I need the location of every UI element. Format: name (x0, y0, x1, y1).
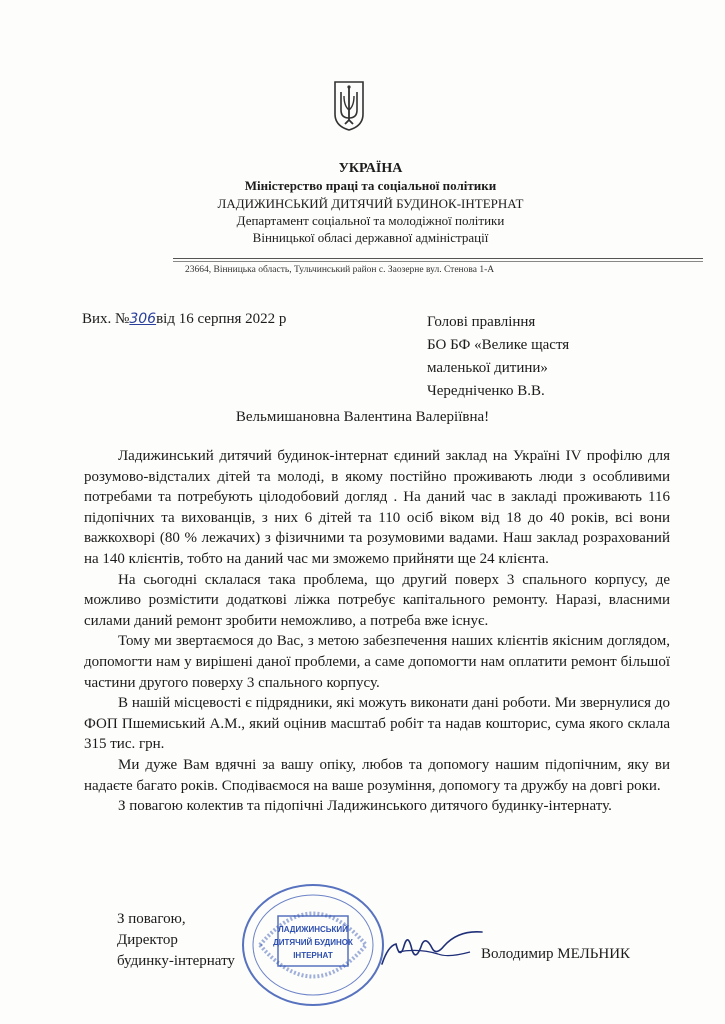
salutation: Вельмишановна Валентина Валеріївна! (235, 409, 490, 425)
recipient-line: БО БФ «Велике щастя (427, 337, 570, 353)
recipient-line: Чередніченко В.В. (427, 383, 545, 399)
official-stamp (238, 880, 388, 1010)
outgoing-prefix: Вих. № (82, 311, 130, 327)
header-department-line2: Вінницької обласі державної адміністрації (252, 230, 489, 245)
recipient-line: маленької дитини» (427, 360, 548, 376)
stamp-text-line: ДИТЯЧИЙ БУДИНОК (273, 938, 353, 947)
header-rule (173, 258, 703, 259)
signatory-name: Володимир МЕЛЬНИК (481, 946, 631, 962)
header-institution: ЛАДИЖИНСЬКИЙ ДИТЯЧИЙ БУДИНОК-ІНТЕРНАТ (217, 196, 524, 211)
body-paragraph: Ладижинський дитячий будинок-інтернат єдиний заклад на Україні IV профілю для розумово-відсталих дітей та молоді, в якому постійно проживають люди з особливими потребами та потребують цілодобовий догляд . На даний час в закладі проживають 116 підопічних та вихованців, з них 6 дітей та 110 осіб віком від 18 до 40 років, всі вони важкохворі (80 % лежачих) з фізичними та розумовими вадами. Наш заклад розрахований на 140 клієнтів, тобто на даний час ми зможемо прийняти ще 24 клієнта. (84, 448, 670, 567)
header-ministry: Міністерство праці та соціальної політики (244, 178, 497, 193)
body-paragraph: В нашій місцевості є підрядники, які можуть виконати дані роботи. Ми звернулися до ФОП Пшемиський А.М., який оцінив масштаб робіт та надав кошторис, сума якого склала 315 тис. грн. (84, 695, 670, 753)
body-paragraph: На сьогодні склалася така проблема, що другий поверх 3 спального корпусу, де можливо розмістити додаткові ліжка потребує капітального ремонту. Наразі, власними силами даний ремонт зробити неможливо, а потреба вже існує. (84, 571, 670, 629)
header-address: 23664, Вінницька область, Тульчинський район с. Заозерне вул. Стенова 1-А (185, 265, 495, 275)
letter-body (84, 446, 670, 817)
outgoing-number (82, 311, 286, 328)
body-paragraph: Ми дуже Вам вдячні за вашу опіку, любов та допомогу нашим підопічним, яку ви надаєте багато років. Сподіваємося на ваше розуміння, допомогу та дружбу на довгі роки. (84, 756, 670, 794)
recipient-block (427, 311, 569, 403)
outgoing-number-value: 306 (129, 311, 157, 327)
signature-closing: З повагою, (117, 911, 186, 927)
header-rule-secondary (173, 261, 703, 262)
stamp-text-line: ЛАДИЖИНСЬКИЙ (278, 925, 348, 934)
header-country: УКРАЇНА (338, 161, 403, 176)
outgoing-date: від 16 серпня 2022 р (156, 311, 287, 327)
signature-position: Директор (117, 932, 178, 948)
body-paragraph: Тому ми звертаємося до Вас, з метою забезпечення наших клієнтів якісним доглядом, допомогти нам у вирішені даної проблеми, а саме допомогти нам оплатити ремонт більшої частини другого поверху 3 спального корпусу. (84, 633, 670, 691)
handwritten-signature (378, 916, 488, 976)
recipient-line: Голові правління (427, 314, 536, 330)
stamp-text-line: ІНТЕРНАТ (293, 951, 333, 960)
signature-organization: будинку-інтернату (117, 953, 235, 969)
coat-of-arms-icon (332, 80, 366, 132)
body-paragraph: З повагою колектив та підопічні Ладижинського дитячого будинку-інтернату. (118, 798, 612, 815)
header-department-line1: Департамент соціальної та молодіжної політики (236, 213, 505, 228)
signature-title-block (117, 909, 235, 972)
